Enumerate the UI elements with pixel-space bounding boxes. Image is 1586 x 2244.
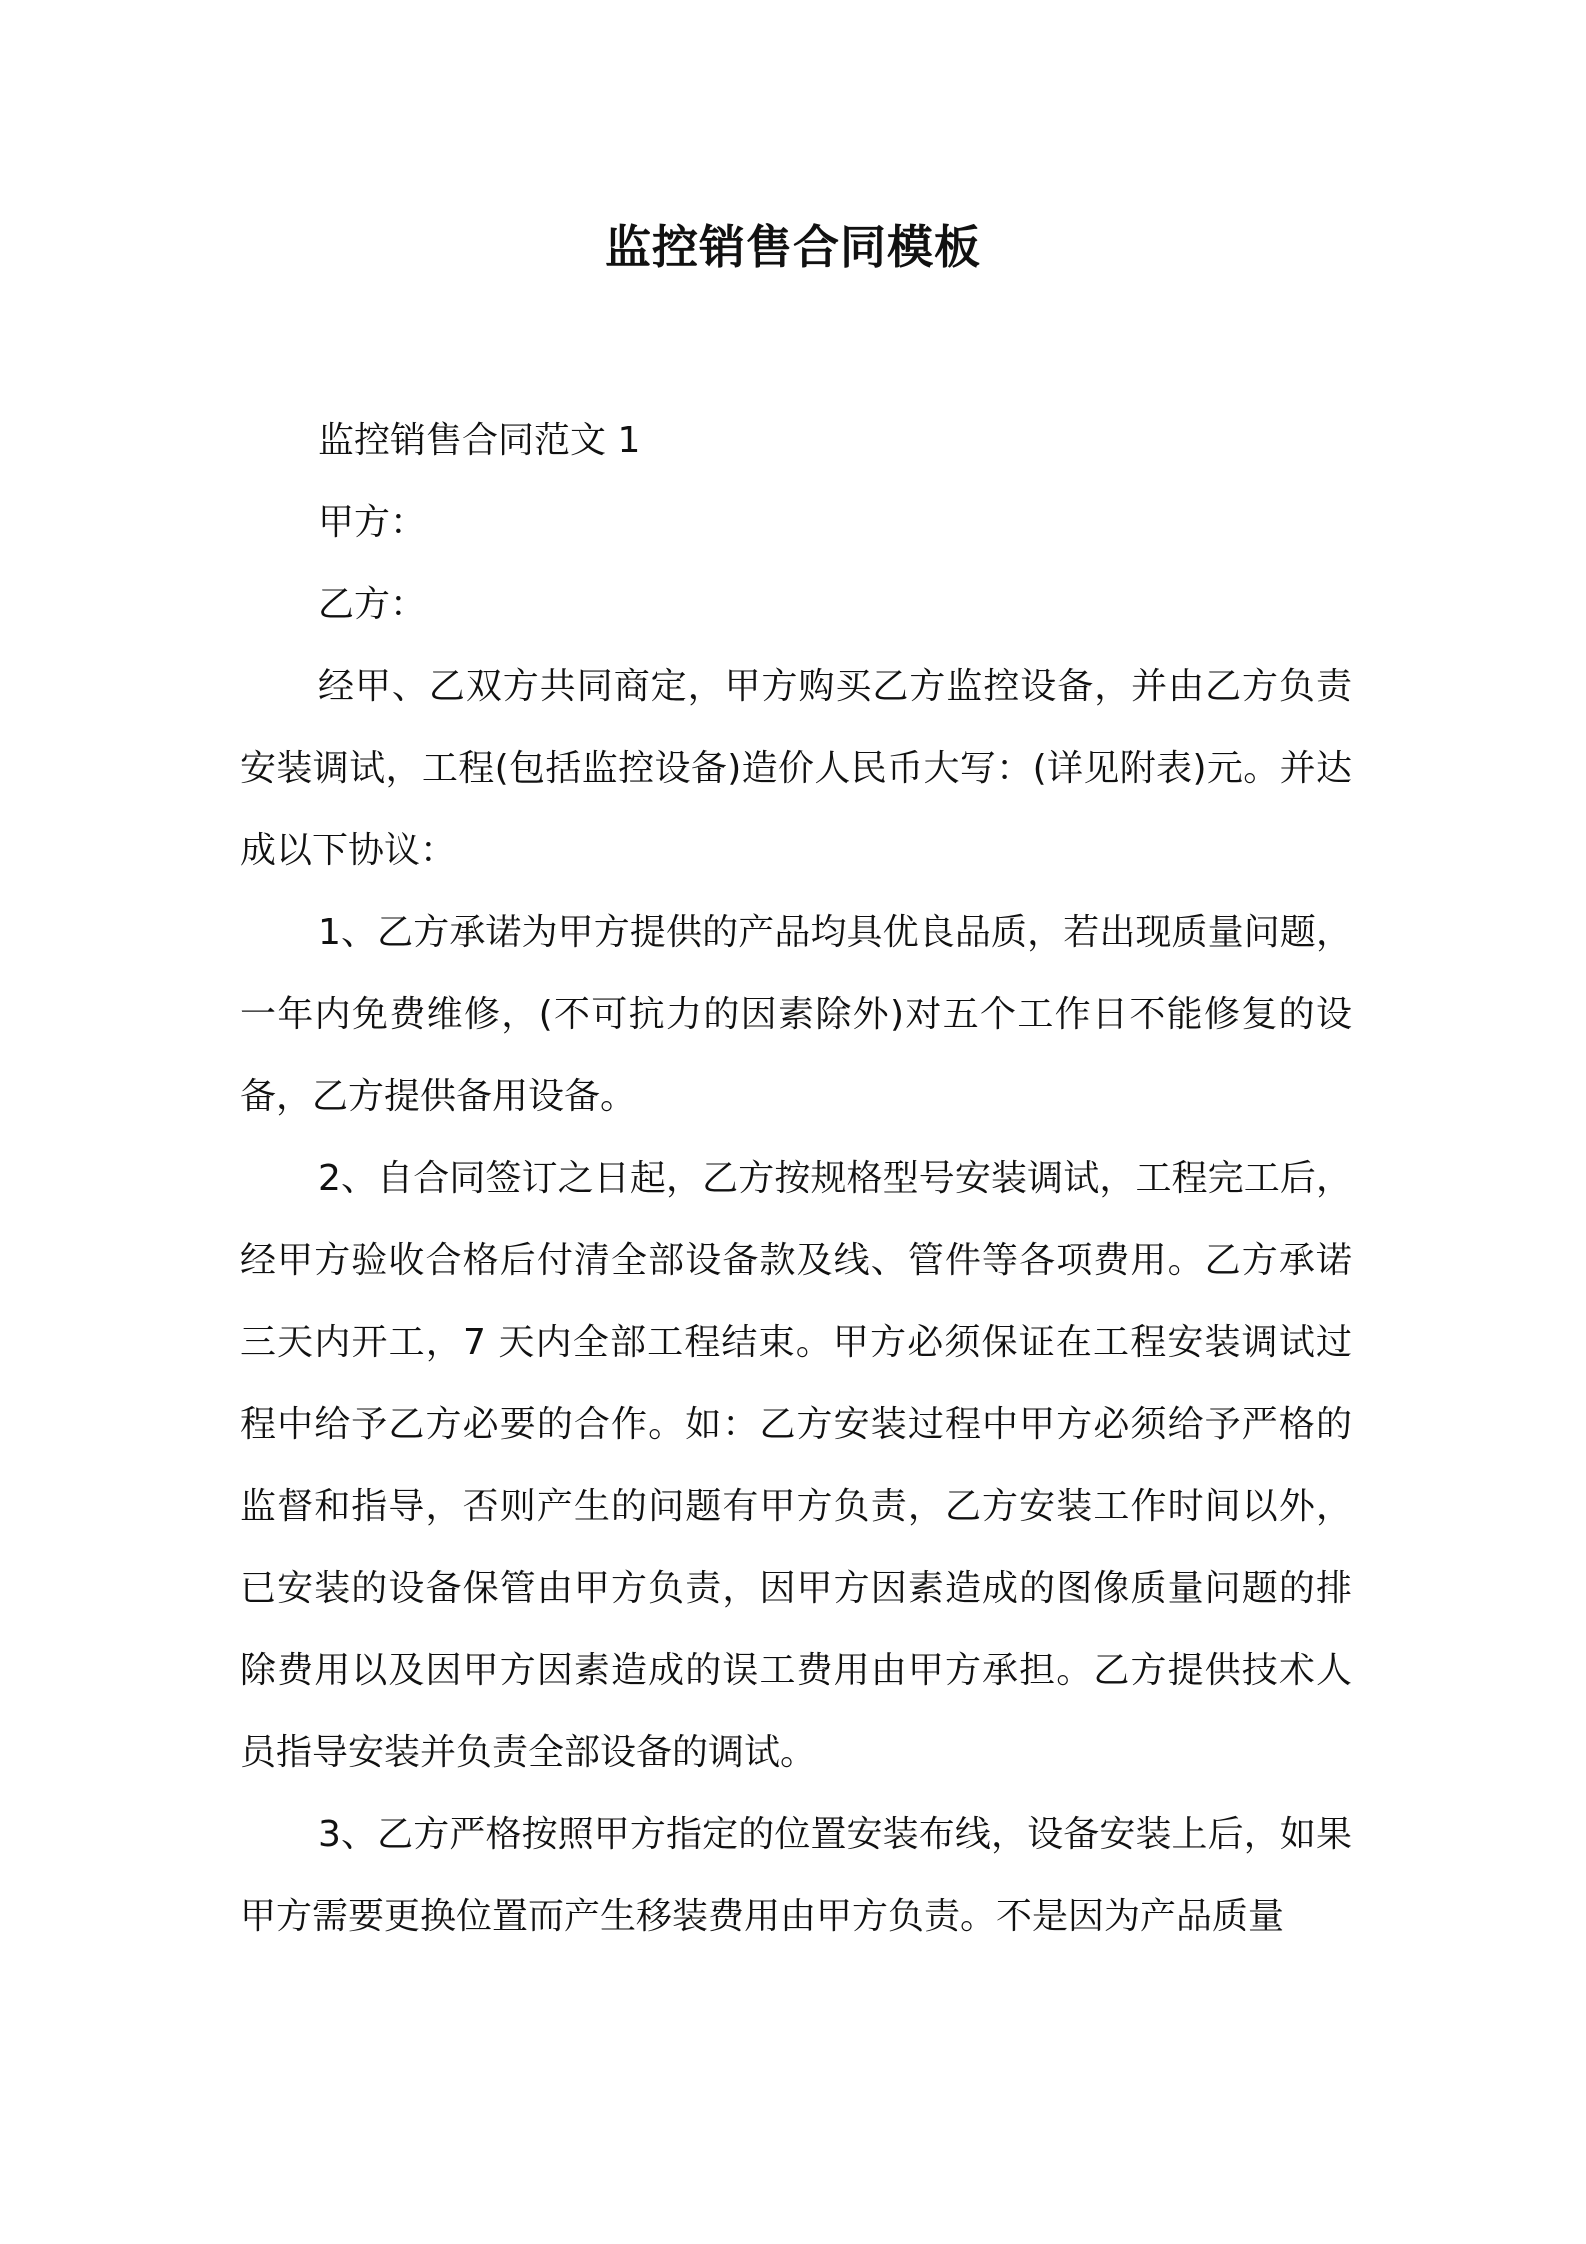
clause-2: 2、自合同签订之日起，乙方按规格型号安装调试，工程完工后，经甲方验收合格后付清全部设备款及线、管件等各项费用。乙方承诺三天内开工，7 天内全部工程结束。甲方必须保证在工程安装调试过程中给予乙方必要的合作。如：乙方安装过程中甲方必须给予严格的监督和指导，否则产生的问题有甲方负责，乙方安装工作时间以外，已安装的设备保管由甲方负责，因甲方因素造成的图像质量问题的排除费用以及因甲方因素造成的误工费用由甲方承担。乙方提供技术人员指导安装并负责全部设备的调试。 xyxy=(240,1158,1352,1773)
preamble-paragraph: 经甲、乙双方共同商定，甲方购买乙方监控设备，并由乙方负责安装调试，工程(包括监控设备)造价人民币大写：(详见附表)元。并达成以下协议： xyxy=(240,666,1352,871)
party-b-line: 乙方： xyxy=(318,584,427,625)
document-title: 监控销售合同模板 xyxy=(605,220,981,274)
section-heading: 监控销售合同范文 1 xyxy=(318,420,641,461)
clause-3: 3、乙方严格按照甲方指定的位置安装布线，设备安装上后，如果甲方需要更换位置而产生移装费用由甲方负责。不是因为产品质量 xyxy=(240,1814,1352,1937)
document-body xyxy=(240,400,1352,1958)
clause-1: 1、乙方承诺为甲方提供的产品均具优良品质，若出现质量问题，一年内免费维修，(不可抗力的因素除外)对五个工作日不能修复的设备，乙方提供备用设备。 xyxy=(240,912,1352,1117)
party-a-line: 甲方： xyxy=(318,502,427,543)
